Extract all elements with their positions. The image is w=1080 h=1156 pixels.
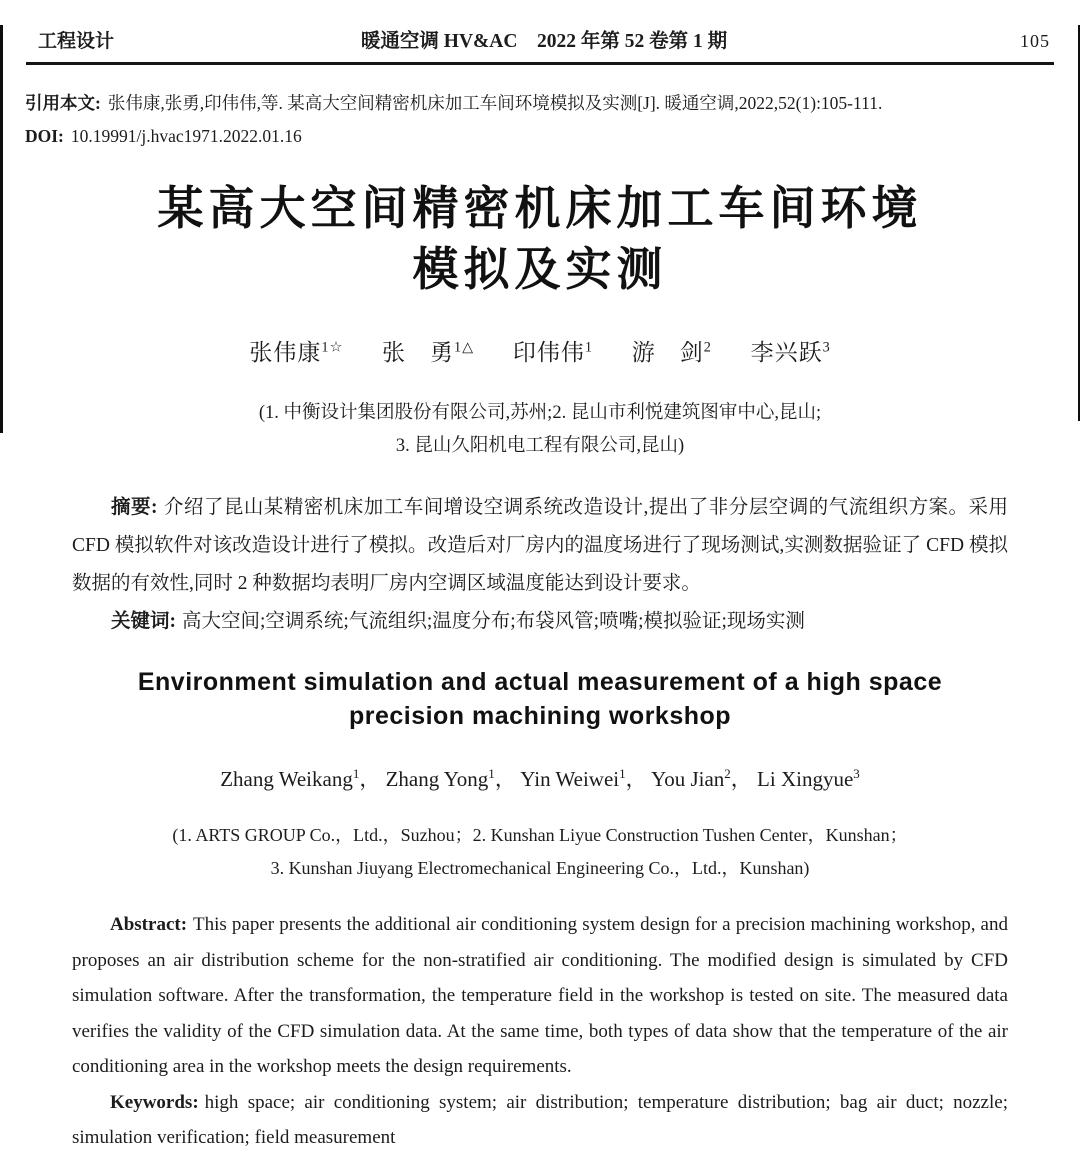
author-en-name: Yin Weiwei <box>520 767 620 791</box>
affiliations-zh <box>0 397 1080 463</box>
keywords-en-label: Keywords: <box>110 1091 199 1113</box>
paper-title-zh-line1: 某高大空间精密机床加工车间环境 <box>157 183 923 234</box>
keywords-zh <box>72 603 1008 641</box>
authors-zh <box>0 334 1080 367</box>
doi-line <box>25 120 1052 153</box>
affiliations-en <box>0 819 1080 885</box>
paper-title-en-line2: precision machining workshop <box>348 702 732 730</box>
affiliation-en-line1: (1. ARTS GROUP Co.，Ltd.，Suzhou；2. Kunshan Liyue Construction Tushen Center，Kunshan； <box>172 825 908 845</box>
author-zh-name: 张 勇 <box>381 340 454 365</box>
keywords-en <box>72 1085 1008 1156</box>
author-en-sep: ， <box>625 767 647 791</box>
paper-title-zh-line2: 模拟及实测 <box>412 244 668 295</box>
abstract-en <box>72 907 1008 1085</box>
page-number: 105 <box>1020 31 1050 51</box>
column-section-label: 工程设计 <box>38 31 115 52</box>
author-en-sup: 1 <box>488 766 495 781</box>
abstract-zh-text: 介绍了昆山某精密机床加工车间增设空调系统改造设计,提出了非分层空调的气流组织方案。采用 CFD 模拟软件对该改造设计进行了模拟。改造后对厂房内的温度场进行了现场测试,实测数据验证了 CFD 模拟数据的有效性,同时 2 种数据均表明厂房内空调区域温度能达到设计要求。 <box>72 497 1008 594</box>
doi-value: 10.19991/j.hvac1971.2022.01.16 <box>70 126 302 146</box>
author-en-name: Zhang Weikang <box>220 767 353 791</box>
abstract-zh <box>72 489 1008 603</box>
author-en-name: Zhang Yong <box>385 767 489 791</box>
keywords-zh-label: 关键词: <box>111 611 176 632</box>
journal-header <box>38 25 1050 53</box>
author-zh <box>751 340 831 365</box>
author-en-sup: 2 <box>724 766 731 781</box>
abstract-zh-label: 摘要: <box>111 497 158 518</box>
author-en-sep: ， <box>359 767 381 791</box>
author-en-name: You Jian <box>651 767 725 791</box>
keywords-en-text: high space; air conditioning system; air distribution; temperature distribution; bag air duct; nozzle; simulation verification; field measurement <box>72 1091 1008 1148</box>
author-en <box>757 767 860 791</box>
author-en <box>520 767 646 791</box>
author-zh-name: 印伟伟 <box>512 340 585 365</box>
author-zh-name: 游 剑 <box>631 340 704 365</box>
citation-label: 引用本文: <box>25 93 101 113</box>
author-zh-name: 李兴跃 <box>750 340 823 365</box>
citation-text: 张伟康,张勇,印伟伟,等. 某高大空间精密机床加工车间环境模拟及实测[J]. 暖通空调,2022,52(1):105-111. <box>107 93 883 113</box>
doi-label: DOI: <box>25 126 64 146</box>
author-en <box>220 767 380 791</box>
citation-block <box>25 87 1052 153</box>
abstract-en-text: This paper presents the additional air conditioning system design for a precision machining workshop, and proposes an air distribution scheme for the non-stratified air conditioning. The modified design is simulated by CFD simulation software. After the transformation, the temperature field in the workshop is tested on site. The measured data verifies the validity of the CFD simulation data. At the same time, both types of data show that the temperature of the air conditioning area in the workshop meets the design requirements. <box>72 914 1008 1077</box>
authors-en <box>0 763 1080 793</box>
scan-edge-left <box>0 25 3 433</box>
author-zh <box>513 340 593 365</box>
author-zh-sup: 2 <box>703 339 712 356</box>
author-en-sup: 3 <box>853 766 860 781</box>
affiliation-en-line2: 3. Kunshan Jiuyang Electromechanical Engineering Co.，Ltd.，Kunshan) <box>270 858 810 878</box>
affiliation-zh-line1: (1. 中衡设计集团股份有限公司,苏州;2. 昆山市利悦建筑图审中心,昆山; <box>258 403 822 423</box>
header-rule <box>26 62 1054 65</box>
paper-title-zh <box>0 178 1080 300</box>
affiliation-zh-line2: 3. 昆山久阳机电工程有限公司,昆山) <box>395 436 685 456</box>
author-zh <box>249 340 343 365</box>
author-zh-sup: 3 <box>822 339 831 356</box>
paper-title-en-line1: Environment simulation and actual measurement of a high space <box>137 668 943 696</box>
author-en-sup: 1 <box>352 766 360 781</box>
author-en-name: Li Xingyue <box>757 767 854 791</box>
author-en-sep: ， <box>494 767 516 791</box>
author-en <box>651 767 752 791</box>
journal-title: 暖通空调 HV&AC 2022 年第 52 卷第 1 期 <box>360 31 728 52</box>
author-zh <box>632 340 712 365</box>
author-zh-name: 张伟康 <box>249 340 322 365</box>
author-zh <box>382 340 474 365</box>
paper-title-en <box>0 665 1080 733</box>
author-en-sup: 1 <box>619 766 626 781</box>
author-zh-sup: 1☆ <box>321 339 344 356</box>
author-zh-sup: 1△ <box>453 339 475 356</box>
author-en <box>386 767 516 791</box>
author-en-sep: ， <box>730 767 752 791</box>
keywords-zh-text: 高大空间;空调系统;气流组织;温度分布;布袋风管;喷嘴;模拟验证;现场实测 <box>182 611 805 632</box>
author-zh-sup: 1 <box>584 339 593 356</box>
abstract-en-label: Abstract: <box>110 914 188 935</box>
